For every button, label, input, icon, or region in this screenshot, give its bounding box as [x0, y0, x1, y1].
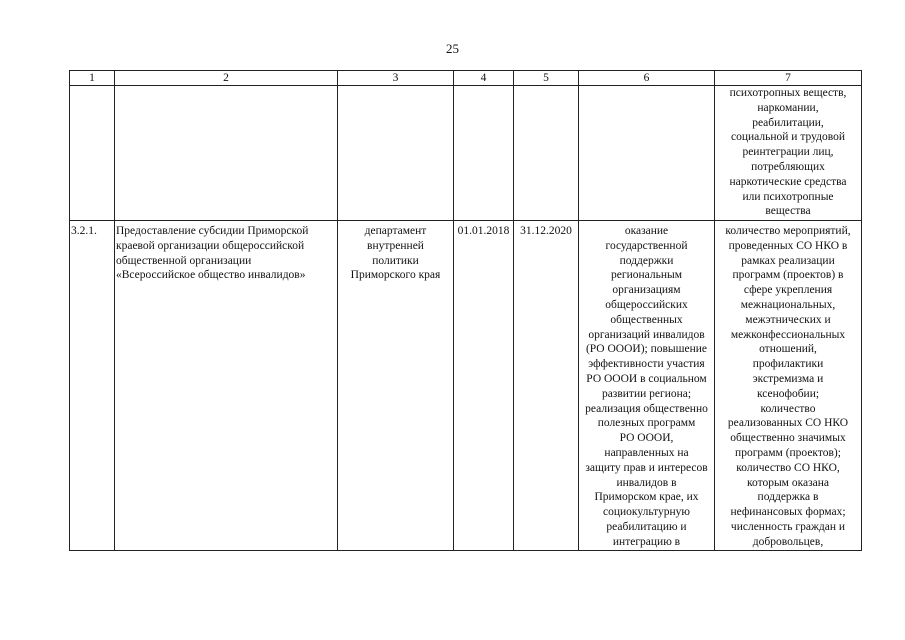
cont-cell-4 [454, 86, 514, 221]
cont-cell-3 [338, 86, 454, 221]
indicator-line: межконфессиональных [730, 328, 846, 341]
cont-col7-line: или психотропные [742, 190, 834, 203]
indicator-line: численность граждан и [730, 520, 846, 533]
indicator-line: экстремизма и [752, 372, 824, 385]
result-line: общероссийских [605, 298, 688, 311]
executor-line: внутренней [367, 239, 424, 252]
indicator-line: межэтнических и [745, 313, 831, 326]
table-row-3-2-1 [70, 221, 862, 551]
result-line: развитии региона; [601, 387, 692, 400]
header-row [70, 71, 862, 86]
plan-table [69, 70, 862, 551]
cont-col7-line: наркомании, [757, 101, 819, 114]
table-row-continuation [70, 86, 862, 221]
indicator-line: реализованных СО НКО [727, 417, 849, 430]
indicator-line: сфере укрепления [743, 284, 833, 297]
result-line: защиту прав и интересов [585, 461, 708, 474]
indicator-line: профилактики [752, 358, 824, 371]
result-line: направленных на [604, 446, 689, 459]
event-name-line: краевой организации общероссийской [116, 239, 305, 252]
page-number: 25 [446, 41, 459, 56]
cont-cell-7 [715, 86, 862, 221]
indicator-line: программ (проектов); [735, 446, 841, 459]
indicator-line: добровольцев, [752, 535, 824, 548]
cont-col7-line: вещества [765, 205, 811, 218]
executor-line: политики [372, 254, 419, 267]
result-line: реализация общественно [585, 402, 708, 415]
header-col-1: 1 [70, 71, 115, 86]
event-name-line: общественной организации [116, 254, 252, 267]
result-line: оказание [624, 225, 669, 237]
result-line: Приморском крае, их [594, 491, 699, 504]
event-name-cell [115, 221, 338, 551]
result-line: инвалидов в [616, 476, 677, 489]
indicator-line: количество СО НКО, [736, 461, 840, 474]
result-line: интеграцию в [612, 535, 681, 548]
cont-col7-line: психотропных веществ, [729, 87, 847, 99]
result-line: (РО ОООИ); повышение [585, 343, 708, 356]
header-col-6: 6 [579, 71, 715, 86]
cont-col7-line: потребляющих [751, 160, 825, 173]
indicator-line: проведенных СО НКО в [728, 239, 848, 252]
executor-line: департамент [364, 225, 427, 237]
executor-line: Приморского края [350, 269, 441, 282]
result-line: региональным [611, 269, 682, 282]
indicator-line: нефинансовых формах; [730, 506, 846, 519]
event-name-line: «Всероссийское общество инвалидов» [116, 269, 306, 282]
cont-cell-5 [514, 86, 579, 221]
indicator-line: количество мероприятий, [725, 225, 851, 237]
cont-cell-6 [579, 86, 715, 221]
result-line: организаций инвалидов [588, 328, 705, 341]
result-line: РО ОООИ в социальном [586, 372, 707, 385]
indicator-line: поддержка в [757, 491, 819, 504]
result-line: поддержки [619, 254, 674, 267]
indicator-cell [715, 221, 862, 551]
header-col-5: 5 [514, 71, 579, 86]
indicator-line: межнациональных, [740, 298, 836, 311]
start-date-cell: 01.01.2018 [454, 221, 514, 551]
result-line: организациям [612, 284, 681, 297]
indicator-line: которым оказана [746, 476, 830, 489]
result-line: государственной [605, 239, 688, 252]
executor-cell [338, 221, 454, 551]
end-date-cell: 31.12.2020 [514, 221, 579, 551]
result-line: социокультурную [603, 506, 690, 519]
cont-col7-line: реинтеграции лиц, [742, 146, 834, 159]
result-line: эффективности участия [588, 358, 705, 371]
header-col-4: 4 [454, 71, 514, 86]
indicator-line: ксенофобии; [756, 387, 820, 400]
row-number-cell: 3.2.1. [70, 221, 115, 551]
indicator-line: отношений, [759, 343, 817, 356]
indicator-line: программ (проектов) в [732, 269, 844, 282]
result-line: полезных программ [597, 417, 696, 430]
result-line: общественных [610, 313, 683, 326]
cont-col7-line: наркотические средства [729, 175, 847, 188]
indicator-line: общественно значимых [730, 432, 846, 445]
header-col-7: 7 [715, 71, 862, 86]
result-line: РО ОООИ, [619, 432, 674, 445]
indicator-line: рамках реализации [741, 254, 835, 267]
header-col-2: 2 [115, 71, 338, 86]
header-col-3: 3 [338, 71, 454, 86]
result-line: реабилитацию и [606, 520, 687, 533]
cont-col7-line: социальной и трудовой [731, 131, 845, 144]
cont-col7-line: реабилитации, [752, 116, 824, 129]
cont-cell-1 [70, 86, 115, 221]
event-name-line: Предоставление субсидии Приморской [116, 225, 309, 237]
expected-result-cell [579, 221, 715, 551]
cont-cell-2 [115, 86, 338, 221]
indicator-line: количество [760, 402, 816, 415]
